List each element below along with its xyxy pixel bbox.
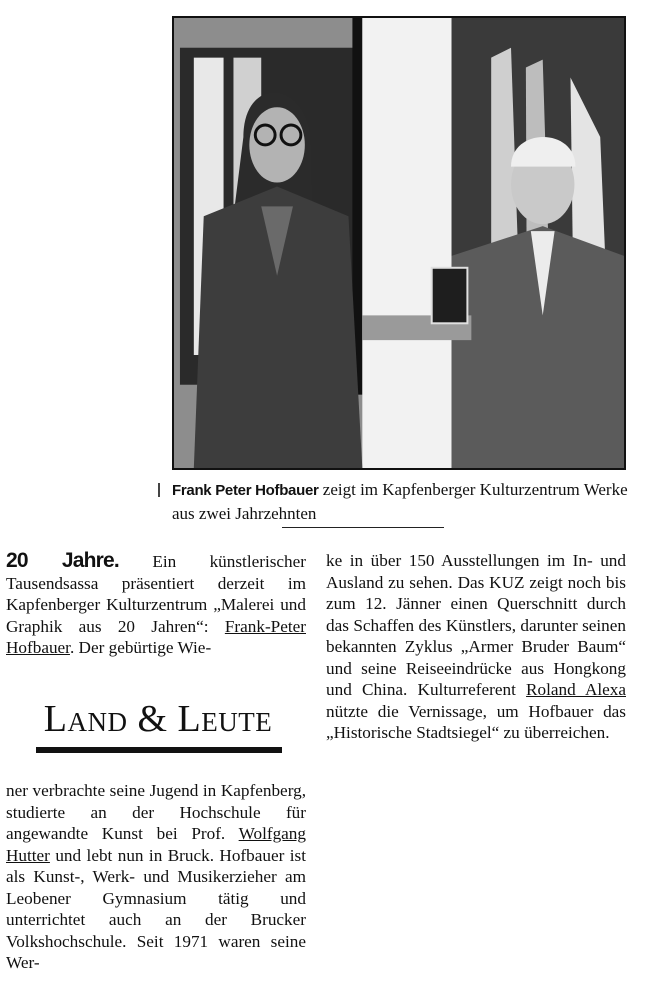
article-text-1: Ein künstlerischer Tausendsassa präsentiert derzeit im Kapfenberger Kulturzentrum „Malerei und Graphik aus 20 Jahren“: xyxy=(6,552,306,636)
article-text-5: ke in über 150 Ausstellungen im In- und Ausland zu sehen. Das KUZ zeigt noch bis zum 12. Jänner einen Querschnitt durch das Schaffen des Künstlers, darunter seinen bekannten Zyklus „Armer Bruder Baum“ und seine Reiseeindrücke aus Hongkong und China. Kulturreferent xyxy=(326,551,626,699)
section-title: Land & Leute xyxy=(43,698,273,740)
person-name-alexa: Roland Alexa xyxy=(526,680,626,699)
article-text-2: . Der gebürtige Wie- xyxy=(69,638,212,657)
caption-name: Frank Peter Hofbauer xyxy=(172,482,319,499)
article-paragraph-3 xyxy=(326,550,626,744)
caption-text: zeigt im Kapfenberger Kulturzentrum Werke aus zwei Jahrzehnten xyxy=(172,480,628,523)
caption-divider xyxy=(282,527,444,528)
article-paragraph-2 xyxy=(6,780,306,974)
photo-illustration xyxy=(174,18,624,468)
article-column-right xyxy=(326,550,626,744)
article-column-left-top xyxy=(6,550,306,659)
section-rule xyxy=(36,747,282,753)
article-paragraph-1 xyxy=(6,550,306,659)
article-text-6: nützte die Vernissage, um Hofbauer das „Historische Stadtsiegel“ zu überreichen. xyxy=(326,701,626,742)
article-text-3: ner verbrachte seine Jugend in Kapfenberg, studierte an der Hochschule für angewandte Kunst bei Prof. xyxy=(6,781,306,843)
article-lead: 20 Jahre. xyxy=(6,549,119,572)
section-header xyxy=(30,693,286,759)
caption-marker xyxy=(158,483,160,497)
news-photo xyxy=(172,16,626,470)
person-name-hofbauer: Frank-Peter Hofbauer xyxy=(6,616,306,657)
person-name-hutter: Wolfgang Hutter xyxy=(6,824,306,865)
article-column-left-bottom xyxy=(6,780,306,974)
article-text-4: und lebt nun in Bruck. Hofbauer ist als Kunst-, Werk- und Musikerzieher am Leobener Gymnasium tätig und unterrichtet auch an der Brucker Volkshochschule. Seit 1971 waren seine Wer- xyxy=(6,845,306,972)
photo-caption xyxy=(172,478,632,525)
